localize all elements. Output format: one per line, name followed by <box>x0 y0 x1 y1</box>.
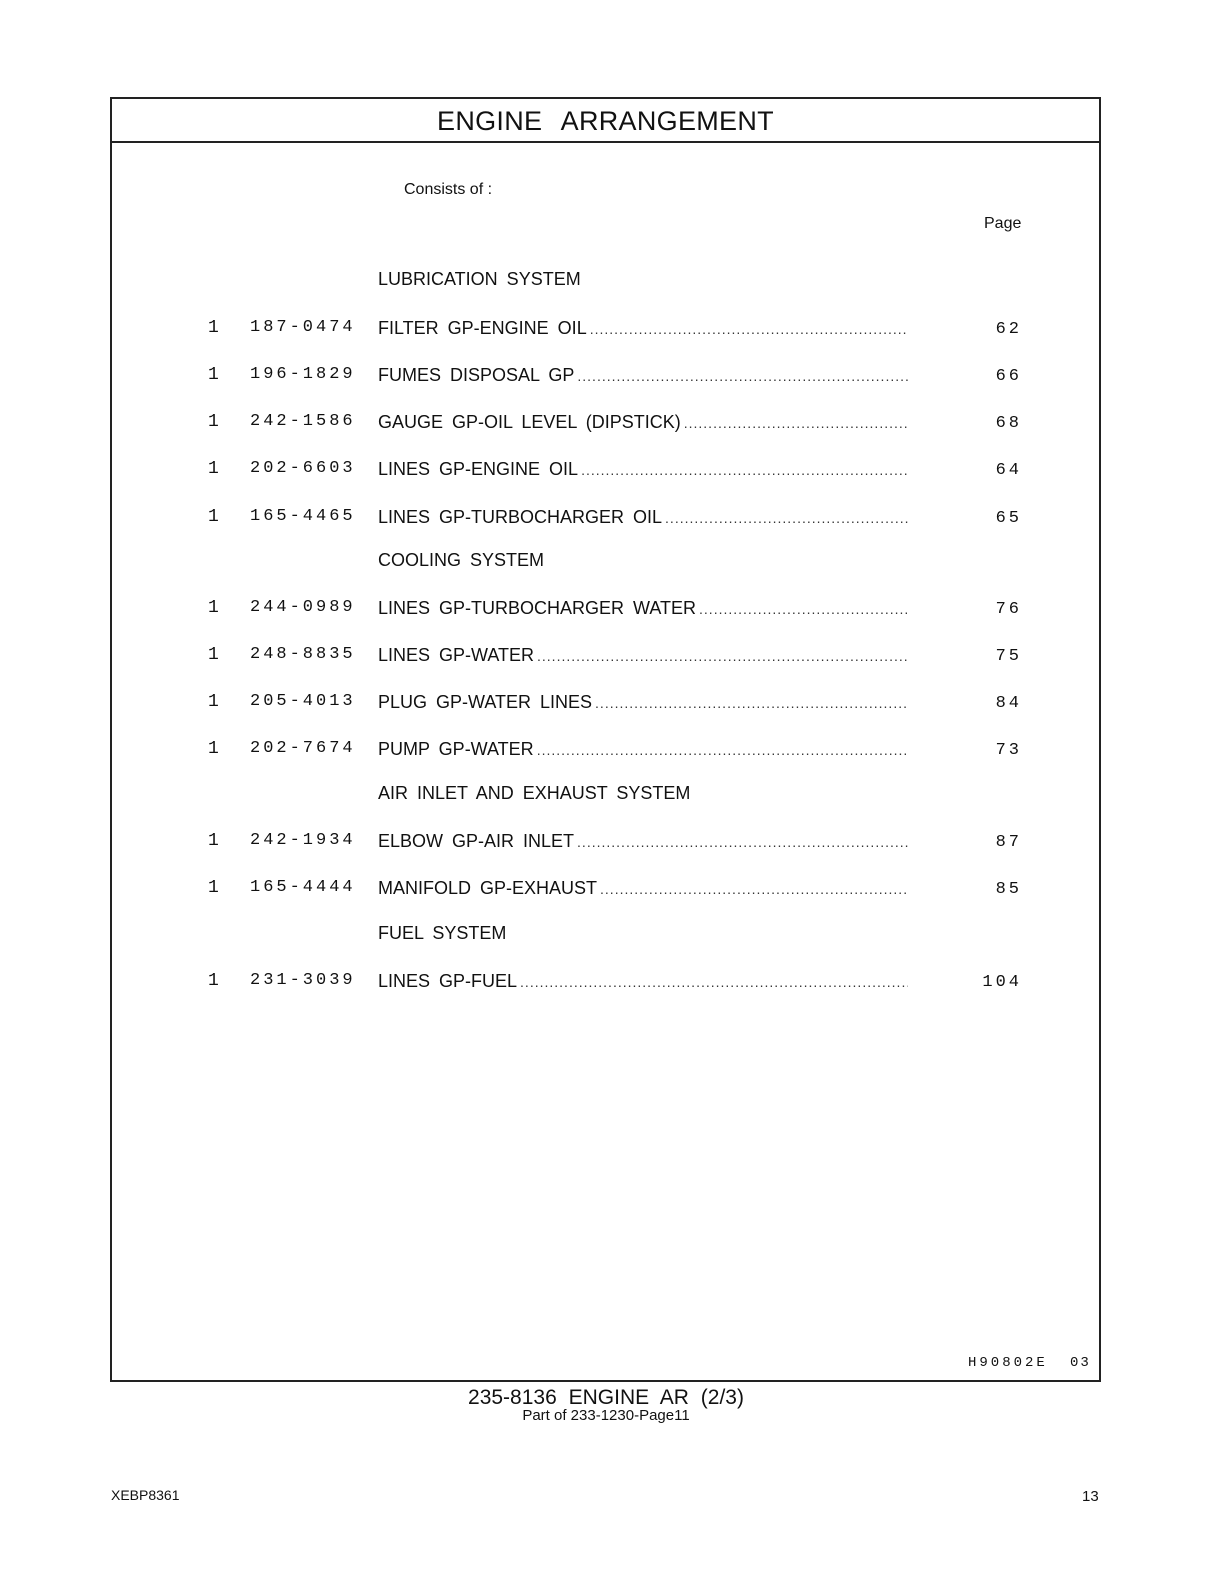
description-text: PLUG GP-WATER LINES <box>378 692 593 712</box>
parts-row <box>112 831 1099 855</box>
page-reference: 65 <box>995 509 1022 528</box>
page-reference: 85 <box>995 880 1022 899</box>
part-number: 202-6603 <box>250 459 356 478</box>
part-description <box>378 645 908 666</box>
page-reference: 84 <box>995 694 1022 713</box>
part-description <box>378 831 908 852</box>
parts-list-frame <box>110 97 1101 1382</box>
title-bar <box>112 99 1099 143</box>
part-number: 242-1934 <box>250 831 356 850</box>
document-id: XEBP8361 <box>111 1487 180 1503</box>
part-description <box>378 459 908 480</box>
quantity: 1 <box>208 645 219 665</box>
description-text: FUMES DISPOSAL GP <box>378 365 575 385</box>
part-number: 248-8835 <box>250 645 356 664</box>
quantity: 1 <box>208 598 219 618</box>
part-description <box>378 318 908 339</box>
parts-row <box>112 412 1099 436</box>
quantity: 1 <box>208 831 219 851</box>
part-description <box>378 692 908 713</box>
description-text: GAUGE GP-OIL LEVEL (DIPSTICK) <box>378 412 681 432</box>
part-description <box>378 412 908 433</box>
section-heading-cooling: COOLING SYSTEM <box>378 550 545 570</box>
description-text: MANIFOLD GP-EXHAUST <box>378 878 598 898</box>
part-number: 231-3039 <box>250 971 356 990</box>
section-heading-fuel: FUEL SYSTEM <box>378 923 507 943</box>
page-reference: 76 <box>995 600 1022 619</box>
dot-leader <box>577 368 908 384</box>
section-heading-lubrication: LUBRICATION SYSTEM <box>378 269 581 289</box>
page-column-header: Page <box>984 215 1022 232</box>
parts-row <box>112 739 1099 763</box>
parts-row <box>112 365 1099 389</box>
part-number: 244-0989 <box>250 598 356 617</box>
part-description <box>378 365 908 386</box>
dot-leader <box>581 462 908 478</box>
dot-leader <box>595 695 908 711</box>
quantity: 1 <box>208 318 219 338</box>
dot-leader <box>600 881 908 897</box>
page-number: 13 <box>1082 1488 1099 1505</box>
page-reference: 62 <box>995 320 1022 339</box>
description-text: PUMP GP-WATER <box>378 739 534 759</box>
page-reference: 68 <box>995 414 1022 433</box>
parts-row <box>112 507 1099 531</box>
page-reference: 75 <box>995 647 1022 666</box>
parts-row <box>112 318 1099 342</box>
part-description <box>378 878 908 899</box>
part-description <box>378 507 908 528</box>
quantity: 1 <box>208 878 219 898</box>
quantity: 1 <box>208 459 219 479</box>
parts-row <box>112 878 1099 902</box>
description-text: LINES GP-ENGINE OIL <box>378 459 579 479</box>
part-number: 187-0474 <box>250 318 356 337</box>
part-description <box>378 739 908 760</box>
quantity: 1 <box>208 692 219 712</box>
description-text: LINES GP-WATER <box>378 645 535 665</box>
quantity: 1 <box>208 507 219 527</box>
parts-row <box>112 971 1099 995</box>
dot-leader <box>520 974 908 990</box>
page-reference: 87 <box>995 833 1022 852</box>
part-description <box>378 971 908 992</box>
quantity: 1 <box>208 365 219 385</box>
page-reference: 64 <box>995 461 1022 480</box>
dot-leader <box>537 742 908 758</box>
page-reference: 104 <box>982 973 1022 992</box>
dot-leader <box>684 415 908 431</box>
description-text: LINES GP-TURBOCHARGER OIL <box>378 507 663 527</box>
description-text: FILTER GP-ENGINE OIL <box>378 318 587 338</box>
page-reference: 66 <box>995 367 1022 386</box>
dot-leader <box>590 321 908 337</box>
part-number: 165-4465 <box>250 507 356 526</box>
consists-of-label: Consists of : <box>404 181 493 198</box>
page-title: ENGINE ARRANGEMENT <box>437 106 774 136</box>
page-reference: 73 <box>995 741 1022 760</box>
dot-leader <box>577 834 908 850</box>
part-number: 205-4013 <box>250 692 356 711</box>
footer-subtitle: Part of 233-1230-Page11 <box>522 1407 690 1424</box>
version-code: 03 <box>1070 1355 1091 1371</box>
parts-row <box>112 598 1099 622</box>
quantity: 1 <box>208 412 219 432</box>
parts-row <box>112 645 1099 669</box>
quantity: 1 <box>208 739 219 759</box>
dot-leader <box>699 601 908 617</box>
parts-row <box>112 692 1099 716</box>
part-description <box>378 598 908 619</box>
footer-title: 235-8136 ENGINE AR (2/3) <box>468 1386 744 1409</box>
part-number: 202-7674 <box>250 739 356 758</box>
part-number: 196-1829 <box>250 365 356 384</box>
description-text: LINES GP-FUEL <box>378 971 518 991</box>
illustration-code: H90802E <box>968 1355 1048 1371</box>
dot-leader <box>537 648 908 664</box>
quantity: 1 <box>208 971 219 991</box>
section-heading-air-inlet-exhaust: AIR INLET AND EXHAUST SYSTEM <box>378 783 691 803</box>
parts-row <box>112 459 1099 483</box>
part-number: 165-4444 <box>250 878 356 897</box>
part-number: 242-1586 <box>250 412 356 431</box>
description-text: ELBOW GP-AIR INLET <box>378 831 575 851</box>
description-text: LINES GP-TURBOCHARGER WATER <box>378 598 697 618</box>
dot-leader <box>665 510 908 526</box>
